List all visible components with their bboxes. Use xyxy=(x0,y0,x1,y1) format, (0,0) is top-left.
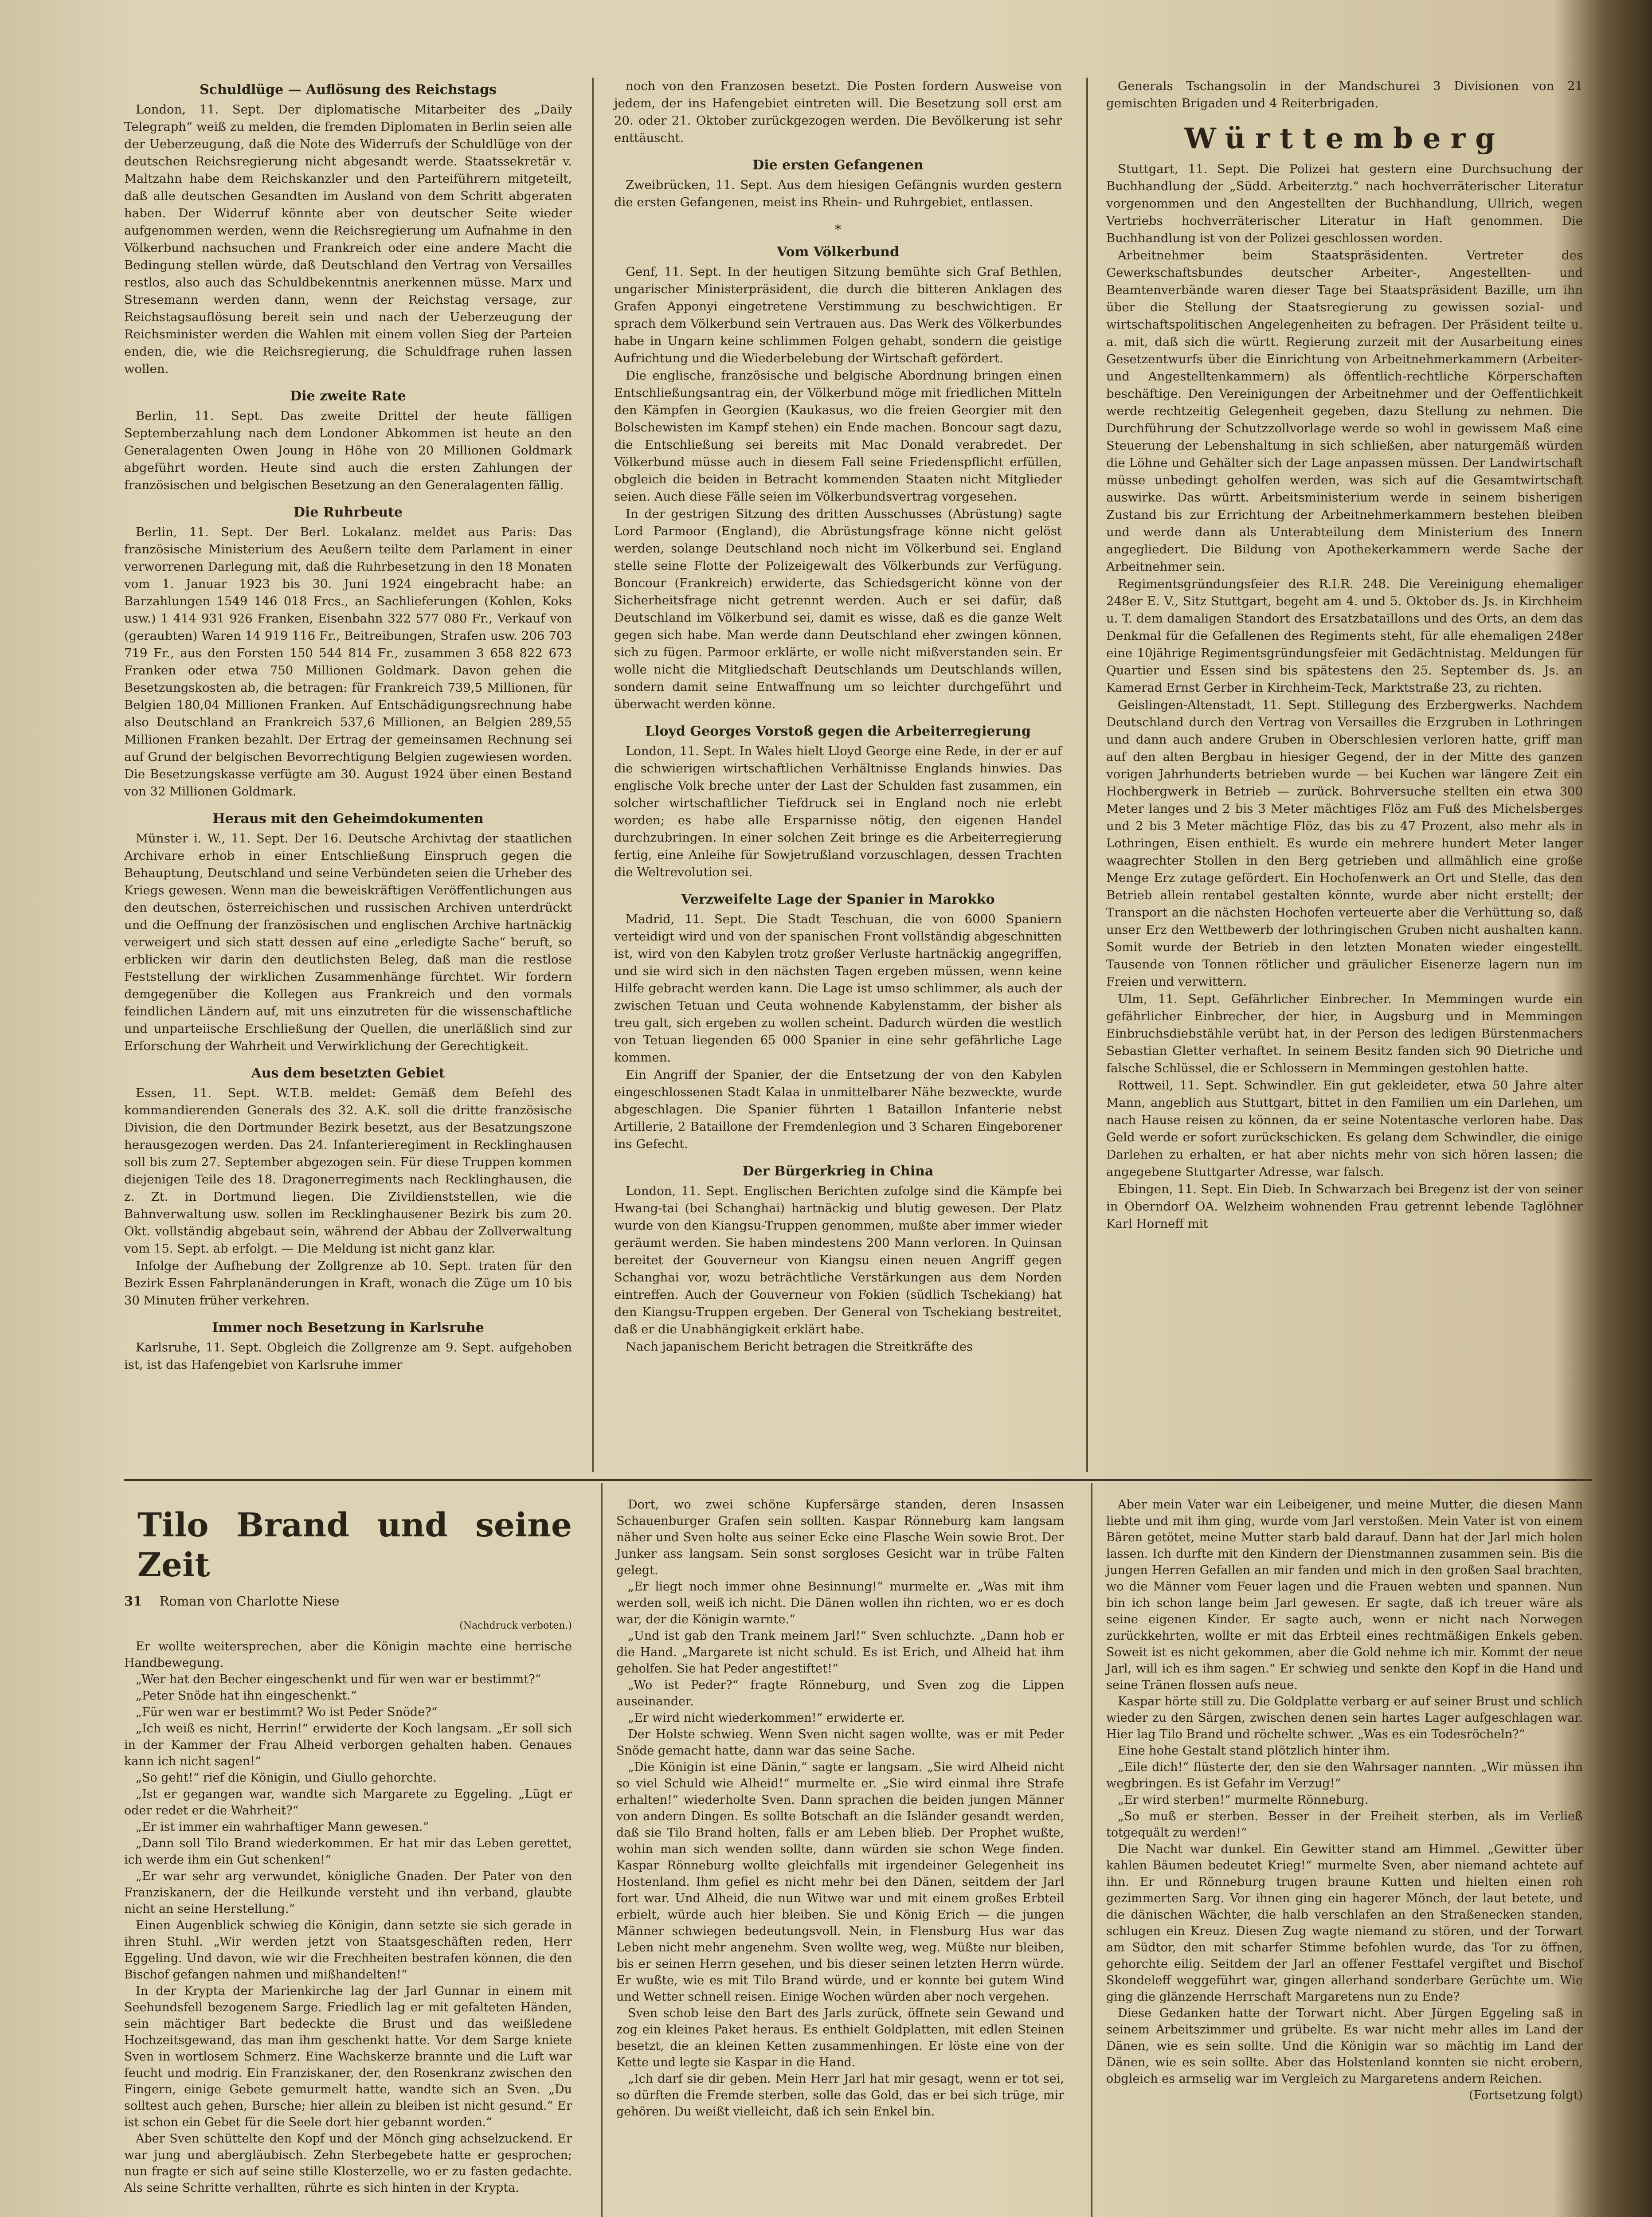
novel-paragraph: In der Krypta der Marienkirche lag der Jarl Gunnar in einem mit Seehundsfell bezogenem Sarge. Friedlich lag er mit gefalteten Händen, sein mächtiger Bart bedeckte die Brust und das weißledene Hochzeitsgewand, das man ihm geschenkt hatte. Vor dem Sarge kniete Sven in wortlosem Schmerz. Eine Wachskerze brannte und die Luft war feucht und modrig. Ein Franziskaner, der, den Rosenkranz zwischen den Fingern, einige Gebete gemurmelt hatte, wandte sich an Sven. „Du solltest auch gehen, Bursche; hier allein zu bleiben ist nicht gesund.“ Er ist schon ein Gebet für die Seele dort hier gebannt worden.“ xyxy=(124,1984,572,2129)
novel-paragraph: „Für wen war er bestimmt? Wo ist Peder Snöde?“ xyxy=(136,1705,438,1719)
article xyxy=(614,243,1062,713)
column-rule-2 xyxy=(1086,78,1088,1472)
feuilleton-column-3 xyxy=(1106,1496,1583,2103)
article xyxy=(614,157,1062,211)
novel-paragraph: „Er liegt noch immer ohne Besinnung!“ murmelte er. „Was mit ihm werden soll, weiß ich nicht. Die Dänen wollen ihn richten, wo er es doch war, der die Königin warnte.“ xyxy=(616,1580,1064,1626)
article-headline: Heraus mit den Geheimdokumenten xyxy=(212,811,484,826)
feuilleton-rule-2 xyxy=(1091,1483,1092,2217)
novel-subtitle: Roman von Charlotte Niese xyxy=(159,1594,340,1609)
novel-paragraph: „Ich darf sie dir geben. Mein Herr Jarl hat mir gesagt, wenn er tot sei, so dürften die Fremde sterben, solle das Gold, das er bei sich trüge, mir gehören. Du weißt vielleicht, daß ich sein Enkel bin. xyxy=(616,2072,1064,2119)
article-headline: Verzweifelte Lage der Spanier in Marokko xyxy=(681,892,995,907)
feuilleton-column-2 xyxy=(616,1496,1064,2120)
article-paragraph: Berlin, 11. Sept. Der Berl. Lokalanz. meldet aus Paris: Das französische Ministerium des Aeußern teilte dem Parlament in einer verworrenen Darlegung mit, daß die Ruhrbesetzung in den 18 Monaten vom 1. Januar 1923 bis 30. Juni 1924 eingebracht habe: an Barzahlungen 1549 146 018 Frcs., an Sachlieferungen (Kohlen, Koks usw.) 1 414 931 926 Franken, Eisenbahn 322 577 080 Fr., Verkauf von (geraubten) Waren 14 919 116 Fr., Beitreibungen, Strafen usw. 206 703 719 Fr., aus den Forsten 150 544 814 Fr., zusammen 3 658 822 673 Franken oder etwa 750 Millionen Goldmark. Davon gehen die Besetzungskosten ab, die betragen: für Frankreich 739,5 Millionen, für Belgien 180,04 Millionen Franken. Auf Entschädigungsrechnung habe also Deutschland an Frankreich 537,6 Millionen, an Belgien 289,55 Millionen Franken bezahlt. Der Ertrag der gemeinsamen Rechnung sei auf Grund der belgischen Bevorrechtigung Belgien zugewiesen worden. Die Besetzungskasse verfügte am 30. August 1924 über einen Bestand von 32 Millionen Goldmark. xyxy=(124,525,572,799)
article xyxy=(614,891,1062,1153)
novel-paragraph: Einen Augenblick schwieg die Königin, dann setzte sie sich gerade in ihren Stuhl. „Wir werden jetzt von Staatsgeschäften reden, Herr Eggeling. Und davon, wie wir die Frechheiten bestrafen können, die den Bischof gefangen nahmen und mißhandelten!“ xyxy=(124,1919,572,1982)
column-3 xyxy=(1106,78,1583,1233)
article-paragraph: Nach japanischem Bericht betragen die Streitkräfte des xyxy=(626,1340,973,1354)
novel-paragraph: Diese Gedanken hatte der Torwart nicht. Aber Jürgen Eggeling saß in seinem Arbeitszimmer und grübelte. Es war nicht mehr alles im Land der Dänen, wie es sein sollte. Und die Königin war so mächtig im Land der Dänen, wie es sein sollte. Aber das Holstenland konnten sie nicht erobern, obgleich es armselig war im Vergleich zu Margaretens andern Reichen. xyxy=(1106,2006,1583,2086)
novel-paragraph: Sven schob leise den Bart des Jarls zurück, öffnete sein Gewand und zog ein kleines Paket heraus. Es enthielt Goldplatten, mit edlen Steinen besetzt, die an kleinen Ketten zusammenhingen. Er löste eine von der Kette und legte sie Kaspar in die Hand. xyxy=(616,2006,1064,2069)
article xyxy=(124,504,572,800)
article-paragraph: London, 11. Sept. Der diplomatische Mitarbeiter des „Daily Telegraph“ weiß zu melden, die fremden Diplomaten in Berlin seien alle der Ueberzeugung, daß die Note des Widerrufs der Schuldlüge von der deutschen Reichsregierung nicht abgesandt werde. Staatssekretär v. Maltzahn habe dem Reichskanzler und den Parteiführern mitgeteilt, daß alle deutschen Gesandten im Ausland von dem Schritt abgeraten haben. Der Widerruf könnte aber von deutscher Seite wieder aufgenommen werden, wenn die Reichsregierung um Aufnahme in den Völkerbund nachsuchen und Frankreich oder eine andere Macht die Bedingung stellen würde, daß Deutschland den Vertrag von Versailles restlos, also auch das Schuldbekenntnis anerkennen müsse. Marx und Stresemann werden dann, wenn der Reichstag versage, zur Reichstagsauflösung bereit sein und nach der Ueberzeugung der Reichsminister werden die Wahlen mit einem vollen Sieg der Parteien enden, die, wie die Reichsregierung, die Schuldfrage ruhen lassen wollen. xyxy=(124,102,572,376)
novel-paragraph: „Eile dich!“ flüsterte der, den sie den Wahrsager nannten. „Wir müssen ihn wegbringen. Es ist Gefahr im Verzug!“ xyxy=(1106,1760,1583,1790)
article-headline: Vom Völkerbund xyxy=(777,244,899,260)
novel-paragraph: Dort, wo zwei schöne Kupfersärge standen, deren Insassen Schauenburger Grafen sein sollten. Kaspar Rönneburg kam langsam näher und Sven holte aus seiner Ecke eine Flasche Wein sowie Brot. Der Junker ass langsam. Sein sonst sorgloses Gesicht war in trübe Falten gelegt. xyxy=(616,1498,1064,1577)
feuilleton-rule xyxy=(124,1479,1592,1481)
article xyxy=(614,1163,1062,1355)
feuilleton-column-1 xyxy=(124,1496,572,2196)
article-headline: Der Bürgerkrieg in China xyxy=(742,1163,934,1179)
article-paragraph: Infolge der Aufhebung der Zollgrenze ab 10. Sept. traten für den Bezirk Essen Fahrplanänderungen in Kraft, wonach die Züge um 10 bis 30 Minuten früher verkehren. xyxy=(124,1259,572,1308)
article-paragraph: noch von den Franzosen besetzt. Die Posten fordern Ausweise von jedem, der ins Hafengebiet eintreten will. Die Besetzung soll erst am 20. oder 21. Oktober zurückgezogen werden. Die Bevölkerung ist sehr enttäuscht. xyxy=(614,79,1062,145)
article-paragraph: Rottweil, 11. Sept. Schwindler. Ein gut gekleideter, etwa 50 Jahre alter Mann, angeblich aus Stuttgart, bittet in den Familien um ein Darlehen, um nach Hause reisen zu können, da er seine Notentasche verloren habe. Das Geld werde er sofort zurückschicken. Es gelang dem Schwindler, die einige Darlehen zu erhalten, er hat aber nichts mehr von sich hören lassen; die angegebene Stuttgarter Adresse, war falsch. xyxy=(1106,1078,1583,1179)
article-headline: Lloyd Georges Vorstoß gegen die Arbeiterregierung xyxy=(645,724,1031,739)
article xyxy=(614,723,1062,881)
article-paragraph: Essen, 11. Sept. W.T.B. meldet: Gemäß dem Befehl des kommandierenden Generals des 32. A.K. soll die dritte französische Division, die den Dortmunder Bezirk besetzt, aus der Besatzungszone herausgezogen werden. Das 24. Infanterieregiment in Recklinghausen soll bis zum 27. September abgezogen sein. Für diese Truppen kommen diejenigen Teile des 18. Dragonerregiments nach Recklinghausen, die z. Zt. in Dortmund liegen. Die Zivildienststellen, wie die Bahnverwaltung usw. sollen im Recklinghausener Bezirk bis zum 20. Okt. vollständig abgebaut sein, während der Abbau der Zollverwaltung vom 15. Sept. ab erfolgt. — Die Meldung ist nicht ganz klar. xyxy=(124,1086,572,1256)
column-1 xyxy=(124,78,572,1383)
article xyxy=(124,810,572,1055)
novel-paragraph: „Die Königin ist eine Dänin,“ sagte er langsam. „Sie wird Alheid nicht so viel Schuld wie Alheid!“ murmelte er. „Sie wird einmal ihre Strafe erhalten!“ wiederholte Sven. Dann sprachen die beiden jungen Männer von andern Dingen. Es sollte Botschaft an die Isländer gesandt werden, daß sie Tilo Brand holten, falls er am Leben blieb. Der Prophet wußte, wohin man sich wenden sollte, dann würden sie schon Wege finden. Kaspar Rönneburg wollte gleichfalls mit irgendeiner Gelegenheit ins Hostenland. Ihm gefiel es nicht mehr bei den Dänen, seitdem der Jarl fort war. Und Alheid, die nun Witwe war und mit einem großes Erbteil erbielt, würde auch hier bleiben. Sie und König Erich — die jungen Männer schwiegen bedeutungsvoll. Nein, in Flensburg Hus war das Leben nicht mehr angenehm. Sven wollte weg, weg. Müßte nur bleiben, bis er seinen Herrn gesehen, und bis dieser seinen letzten Herrn würde. Er wußte, wie es mit Tilo Brand würde, und er konnte bei gutem Wind und Wetter schnell reisen. Einige Wochen würden aber noch vergehen. xyxy=(616,1760,1064,2004)
article-paragraph: Ebingen, 11. Sept. Ein Dieb. In Schwarzach bei Bregenz ist der von seiner in Oberndorf OA. Welzheim wohnenden Frau getrennt lebende Taglöhner Karl Horneff mit xyxy=(1106,1182,1583,1231)
article-paragraph: Die englische, französische und belgische Abordnung bringen einen Entschließungsantrag ein, der Völkerbund möge mit friedlichen Mitteln den Kämpfen in Georgien (Kaukasus, wo die freien Georgier mit den Bolschewisten im Kampf stehen) ein Ende machen. Boncour sagt dazu, die Entschließung sei bereits mit Mac Donald verabredet. Der Völkerbund müsse auch in diesem Fall seine Friedenspflicht erfüllen, obgleich die beiden in Betracht kommenden Staaten nicht Mitglieder seien. Auch diese Fälle seien im Völkerbundsvertrag vorgesehen. xyxy=(614,368,1062,504)
novel-paragraph: „Ich weiß es nicht, Herrin!“ erwiderte der Koch langsam. „Er soll sich in der Kammer der Frau Alheid verborgen gehalten haben. Genaues kann ich nicht sagen!“ xyxy=(124,1722,572,1768)
continued-note: (Fortsetzung folgt) xyxy=(1469,2088,1583,2102)
article-paragraph: London, 11. Sept. Englischen Berichten zufolge sind die Kämpfe bei Hwang-tai (bei Schanghai) hartnäckig und blutig gewesen. Der Platz wurde von den Kiangsu-Truppen genommen, mußte aber immer wieder geräumt werden. Sie haben mindestens 200 Mann verloren. In Quinsan bereitet der Gouverneur von Kiangsu einen neuen Angriff gegen Schanghai vor, wozu beträchtliche Verstärkungen aus dem Norden eintreffen. Auch der Gouverneur von Fokien (südlich Tschekiang) hat den Kiangsu-Truppen ergeben. Der General von Tschekiang bestreitet, daß er die Unabhängigkeit erklärt habe. xyxy=(614,1184,1062,1336)
article-headline: Die zweite Rate xyxy=(290,388,406,404)
section-heading-wuerttemberg: Württemberg xyxy=(1184,122,1505,155)
article-paragraph: Generals Tschangsolin in der Mandschurei 3 Divisionen von 21 gemischten Brigaden und 4 Reiterbrigaden. xyxy=(1106,79,1583,110)
novel-paragraph: Aber mein Vater war ein Leibeigener, und meine Mutter, die diesen Mann liebte und mit ihm ging, wurde vom Jarl verstoßen. Mein Vater ist von einem Bären getötet, meine Mutter starb bald darauf. Dann hat der Jarl mich holen lassen. Ich durfte mit den Kindern der Dienstmannen zusammen sein. Bis die jungen Herren Gefallen an mir fanden und mich in den großen Saal brachten, wo die Männer vom Feuer lagen und die Frauen webten und spannen. Nun bin ich schon lange beim Jarl gewesen. Er sagte, daß ich treuer wäre als seine eigenen Kinder. Er sagte auch, wenn er nicht nach Norwegen zurückkehrten, wollte er mit das Erbteil eines rechtmäßigen Enkels geben. Soweit ist es nicht gekommen, aber die Gold nehme ich mir. Kommt der neue Jarl, will ich es ihm sagen.“ Er schwieg und senkte den Kopf in die Hand und seine Tränen flossen aufs neue. xyxy=(1106,1498,1583,1692)
article-headline: Die Ruhrbeute xyxy=(293,505,403,520)
separator-star: * xyxy=(835,222,841,237)
article-headline: Die ersten Gefangenen xyxy=(752,157,924,173)
article-paragraph: Berlin, 11. Sept. Das zweite Drittel der heute fälligen Septemberzahlung nach dem Londoner Abkommen ist heute an den Generalagenten Owen Joung in Höhe von 20 Millionen Goldmark abgeführt worden. Heute sind auch die ersten Zahlungen der französischen und belgischen Besetzung an den Generalagenten fällig. xyxy=(124,409,572,492)
novel-paragraph: „Und ist gab den Trank meinem Jarl!“ Sven schluchzte. „Dann hob er die Hand. „Margarete ist nicht schuld. Es ist Erich, und Alheid hat ihm geholfen. Sie hat Peder angestiftet!“ xyxy=(616,1629,1064,1676)
article-headline: Aus dem besetzten Gebiet xyxy=(251,1065,445,1081)
column-rule-1 xyxy=(592,78,594,1472)
article-paragraph: Münster i. W., 11. Sept. Der 16. Deutsche Archivtag der staatlichen Archivare erhob in einer Entschließung Einspruch gegen die Behauptung, Deutschland und seine Verbündeten seien die Urheber des Kriegs gewesen. Wenn man die beweiskräftigen Veröffentlichungen aus den deutschen, österreichischen und russischen Archiven unterdrückt und die Oeffnung der französischen und englischen Archive hartnäckig verweigert und sich statt dessen auf eine „erledigte Sache“ beruft, so erblicken wir darin den deutlichsten Beleg, daß man die restlose Feststellung der wirklichen Zusammenhänge fürchtet. Wir fordern demgegenüber die Kollegen aus Frankreich und den vormals feindlichen Ländern auf, mit uns einzutreten für die wissenschaftliche und unparteiische Erschließung der Quellen, die unerläßlich sind zur Erforschung der Wahrheit und Verwirklichung der Gerechtigkeit. xyxy=(124,831,572,1053)
article-paragraph: Karlsruhe, 11. Sept. Obgleich die Zollgrenze am 9. Sept. aufgehoben ist, ist das Hafengebiet von Karlsruhe immer xyxy=(124,1340,572,1372)
novel-paragraph: Kaspar hörte still zu. Die Goldplatte verbarg er auf seiner Brust und schlich wieder zu den Särgen, zwischen denen sein hartes Lager aufgeschlagen war. Hier lag Tilo Brand und röchelte schwer. „Was es ein Todesröcheln?“ xyxy=(1106,1695,1583,1741)
article-paragraph: Ulm, 11. Sept. Gefährlicher Einbrecher. In Memmingen wurde ein gefährlicher Einbrecher, der hier, in Augsburg und in Memmingen Einbruchsdiebstähle verübt hat, in der Person des ledigen Bürstenmachers Sebastian Gletter verhaftet. In seinem Besitz fanden sich 90 Dietriche und falsche Schlüssel, die er Schlossern in Memmingen gestohlen hatte. xyxy=(1106,992,1583,1075)
novel-paragraph: „Ist er gegangen war, wandte sich Margarete zu Eggeling. „Lügt er oder redet er die Wahrheit?“ xyxy=(124,1787,572,1817)
novel-paragraph: „Er ist immer ein wahrhaftiger Mann gewesen.“ xyxy=(136,1820,429,1834)
article-paragraph: London, 11. Sept. In Wales hielt Lloyd George eine Rede, in der er auf die schwierigen wirtschaftlichen Verhältnisse Englands hinwies. Das englische Volk breche unter der Last der Schulden fast zusammen, ein solcher wirtschaftlicher Tiefdruck sei in England noch nie erlebt worden; es habe alle Ersparnisse nötig, den eigenen Handel durchzubringen. In einer solchen Zeit bringe es die Arbeiterregierung fertig, eine Anleihe für Sowjetrußland vorzuschlagen, dessen Trachten die Weltrevolution sei. xyxy=(614,744,1062,879)
novel-paragraph: Die Nacht war dunkel. Ein Gewitter stand am Himmel. „Gewitter über kahlen Bäumen bedeutet Krieg!“ murmelte Sven, aber niemand achtete auf ihn. Er und Rönneburg trugen braune Kutten und hielten einen roh gezimmerten Sarg. Vor ihnen ging ein hagerer Mönch, der laut betete, und die dänischen Wächter, die halb verschlafen an den Straßenecken standen, schlugen ein Kreuz. Diesen Zug wagte niemand zu stören, und der Torwart am Südtor, den mit scharfer Stimme befohlen wurde, das Tor zu öffnen, gehorchte eilig. Seitdem der Jarl an offener Festtafel vergiftet und Bischof Skondeleff weggeführt war, gingen allerhand sonderbare Gerüchte um. Wie ging die glänzende Herrschaft Margaretens nun zu Ende? xyxy=(1106,1842,1583,2004)
article-paragraph: In der gestrigen Sitzung des dritten Ausschusses (Abrüstung) sagte Lord Parmoor (England), die Abrüstungsfrage könne nicht gelöst werden, solange Deutschland noch nicht im Völkerbund sei. England stelle seine Flotte der Polizeigewalt des Völkerbunds zur Verfügung. Boncour (Frankreich) erwiderte, das Schiedsgericht könne von der Sicherheitsfrage nicht getrennt werden. Auch er sei dafür, daß Deutschland im Völkerbund sei, damit es wisse, daß es die ganze Welt gegen sich habe. Man werde dann Deutschland eher zwingen können, sich zu fügen. Parmoor erklärte, er wolle nicht mißverstanden sein. Er wolle nicht die Mitgliedschaft Deutschlands um Deutschlands willen, sondern damit seine Entwaffnung um so leichter durchgeführt und überwacht werden könne. xyxy=(614,507,1062,711)
novel-title: Tilo Brand und seine Zeit xyxy=(137,1506,572,1584)
novel-meta xyxy=(124,1593,572,1610)
novel-paragraph: Eine hohe Gestalt stand plötzlich hinter ihm. xyxy=(1118,1744,1390,1758)
article-paragraph: Regimentsgründungsfeier des R.I.R. 248. Die Vereinigung ehemaliger 248er E. V., Sitz Stuttgart, begeht am 4. und 5. Oktober ds. Js. in Kirchheim u. T. dem damaligen Standort des Ersatzbataillons und des Orts, an dem das Denkmal für die Gefallenen des Regiments steht, für alle ehemaligen 248er eine 10jährige Regimentsgründungsfeier mit Gedächtnistag. Meldungen für Quartier und Essen sind bis spätestens den 25. September ds. Js. an Kamerad Ernst Gerber in Kirchheim-Teck, Marktstraße 23, zu richten. xyxy=(1106,577,1583,695)
installment-number: 31 xyxy=(124,1594,142,1609)
article-headline: Schuldlüge — Auflösung des Reichstags xyxy=(200,82,497,98)
novel-paragraph: „Peter Snöde hat ihn eingeschenkt.“ xyxy=(136,1689,357,1703)
article-paragraph: Geislingen-Altenstadt, 11. Sept. Stillegung des Erzbergwerks. Nachdem Deutschland durch den Vertrag von Versailles die Erzgruben in Lothringen und dann auch andere Gruben in Oberschlesien verloren hatte, griff man auf den alten Bergbau in hiesiger Gegend, der in der Mitte des ganzen vorigen Jahrhunderts betrieben wurde — bei Kuchen war längere Zeit ein Hochbergwerk in Betrieb — zurück. Bohrversuche stellten ein etwa 300 Meter langes und 2 bis 3 Meter mächtiges Flöz am Fuß des Michelsberges und 2 bis 3 Meter mächtige Flöz, das bis zu 47 Prozent, also mehr als in Lothringen, Eisen enthielt. Es wurde ein mehrere hundert Meter langer waagrechter Stollen in den Berg getrieben und allmählich eine große Menge Erz zutage gefördert. Ein Hochofenwerk an Ort und Stelle, das den Betrieb allein rentabel gestalten könnte, wurde aber nicht erstellt; der Transport an die nächsten Hochofen verteuerte aber die Verhüttung so, daß unser Erz den Wettbewerb der lothringischen Gruben nicht aushalten kann. Somit wurde der Betrieb in den letzten Monaten wieder eingestellt. Tausende von Tonnen rötlicher und gräulicher Eisenerze lagern nun im Freien und verwittern. xyxy=(1106,698,1583,989)
article-paragraph: Ein Angriff der Spanier, der die Entsetzung der von den Kabylen eingeschlossenen Stadt Kalaa in unmittelbarer Nähe bezweckte, wurde abgeschlagen. Die Spanier führten 1 Bataillon Infanterie nebst Artillerie, 2 Bataillone der Fremdenlegion und 3 Scharen Eingeborener ins Gefecht. xyxy=(614,1068,1062,1151)
novel-paragraph: „Dann soll Tilo Brand wiederkommen. Er hat mir das Leben gerettet, ich werde ihm ein Gut schenken!“ xyxy=(124,1837,572,1867)
article xyxy=(124,81,572,378)
novel-paragraph: Er wollte weitersprechen, aber die Königin machte eine herrische Handbewegung. xyxy=(124,1640,572,1670)
article-paragraph: Arbeitnehmer beim Staatspräsidenten. Vertreter des Gewerkschaftsbundes deutscher Arbeiter-, Angestellten- und Beamtenverbände waren dieser Tage bei Staatspräsident Bazille, um ihn über die Stellung der Staatsregierung zu gewissen sozial- und wirtschaftspolitischen Angelegenheiten zu befragen. Der Präsident teilte u. a. mit, daß sich die württ. Regierung zurzeit mit der Ausarbeitung eines Gesetzentwurfs über die Einrichtung von Arbeitnehmerkammern (Arbeiter- und Angestelltenkammern) als öffentlich-rechtliche Körperschaften beschäftige. Den Vereinigungen der Arbeitnehmer und der Oeffentlichkeit werde rechtzeitig Gelegenheit gegeben, dazu Stellung zu nehmen. Die Durchführung der Schutzzollvorlage werde so wohl in gewissem Maß eine Steuerung der Lebenshaltung in sich schließen, aber naturgemäß würden die Löhne und Gehälter sich der Lage anpassen müssen. Der Landwirtschaft müsse unbedingt geholfen werden, was sich auf die Gesamtwirtschaft auswirke. Das württ. Arbeitsministerium werde in seinem bisherigen Zustand bis zur Errichtung der Arbeitnehmerkammern bestehen bleiben und werde dann als Unterabteilung dem Ministerium des Innern angegliedert. Die Bildung von Apothekerkammern werde Sache der Arbeitnehmer sein. xyxy=(1106,248,1583,574)
article-paragraph: Genf, 11. Sept. In der heutigen Sitzung bemühte sich Graf Bethlen, ungarischer Ministerpräsident, die durch die bitteren Anklagen des Grafen Apponyi eingetretene Verstimmung zu beschwichtigen. Er sprach dem Völkerbund sein Vertrauen aus. Das Werk des Völkerbundes habe in Ungarn keine schlimmen Folgen gehabt, sondern die geistige Aufrichtung und die Wiederbelebung der Wirtschaft gefördert. xyxy=(614,265,1062,365)
novel-paragraph: „So muß er sterben. Besser in der Freiheit sterben, als im Verließ totgequält zu werden!“ xyxy=(1106,1810,1583,1840)
article-paragraph: Madrid, 11. Sept. Die Stadt Teschuan, die von 6000 Spaniern verteidigt wird und von der spanischen Front vollständig abgeschnitten ist, wird von den Kabylen trotz großer Verluste hartnäckig angegriffen, und sie wird sich in den nächsten Tagen ergeben müssen, wenn keine Hilfe gebracht werden kann. Die Lage ist umso schlimmer, als auch der zwischen Tetuan und Ceuta wohnende Kabylenstamm, der bisher als treu galt, sich ergeben zu wollen scheint. Dadurch würden die westlich von Tetuan liegenden 65 000 Spanier in eine sehr gefährliche Lage kommen. xyxy=(614,912,1062,1065)
novel-paragraph: „Wo ist Peder?“ fragte Rönneburg, und Sven zog die Lippen auseinander. xyxy=(616,1678,1064,1708)
reprint-note: (Nachdruck verboten.) xyxy=(459,1620,572,1631)
novel-paragraph: „So geht!“ rief die Königin, und Giullo gehorchte. xyxy=(136,1771,437,1785)
novel-paragraph: „Er war sehr arg verwundet, königliche Gnaden. Der Pater von den Franziskanern, der die Heilkunde versteht und ihn verband, glaubte nicht an seine Herstellung.“ xyxy=(124,1869,572,1916)
feuilleton-rule-1 xyxy=(601,1483,603,2217)
article xyxy=(124,1319,572,1374)
article-paragraph: Stuttgart, 11. Sept. Die Polizei hat gestern eine Durchsuchung der Buchhandlung der „Südd. Arbeiterztg.“ nach hochverräterischer Literatur vorgenommen und den Angestellten der Buchhandlung, Ullrich, wegen Vertriebs hochverräterischer Literatur in Haft genommen. Die Buchhandlung ist von der Polizei geschlossen worden. xyxy=(1106,162,1583,245)
novel-paragraph: „Wer hat den Becher eingeschenkt und für wen war er bestimmt?“ xyxy=(136,1673,541,1686)
article xyxy=(124,1065,572,1309)
article-headline: Immer noch Besetzung in Karlsruhe xyxy=(212,1320,484,1336)
article xyxy=(124,388,572,494)
novel-paragraph: „Er wird nicht wiederkommen!“ erwiderte er. xyxy=(628,1711,905,1725)
column-2 xyxy=(614,78,1062,1365)
novel-paragraph: „Er wird sterben!“ murmelte Rönneburg. xyxy=(1118,1793,1369,1807)
article-paragraph: Zweibrücken, 11. Sept. Aus dem hiesigen Gefängnis wurden gestern die ersten Gefangenen, meist ins Rhein- und Ruhrgebiet, entlassen. xyxy=(614,178,1062,209)
novel-paragraph: Aber Sven schüttelte den Kopf und der Mönch ging achselzuckend. Er war jung und abergläubisch. Zehn Sterbegebete hatte er gesprochen; nun fragte er sich auf seine stille Klosterzelle, wo er zu fasten gedachte. Als seine Schritte verhallten, rührte es sich hinten in der Krypta. xyxy=(124,2132,572,2195)
novel-paragraph: Der Holste schwieg. Wenn Sven nicht sagen wollte, was er mit Peder Snöde gemacht hatte, dann war das seine Sache. xyxy=(616,1727,1064,1758)
article xyxy=(614,78,1062,147)
